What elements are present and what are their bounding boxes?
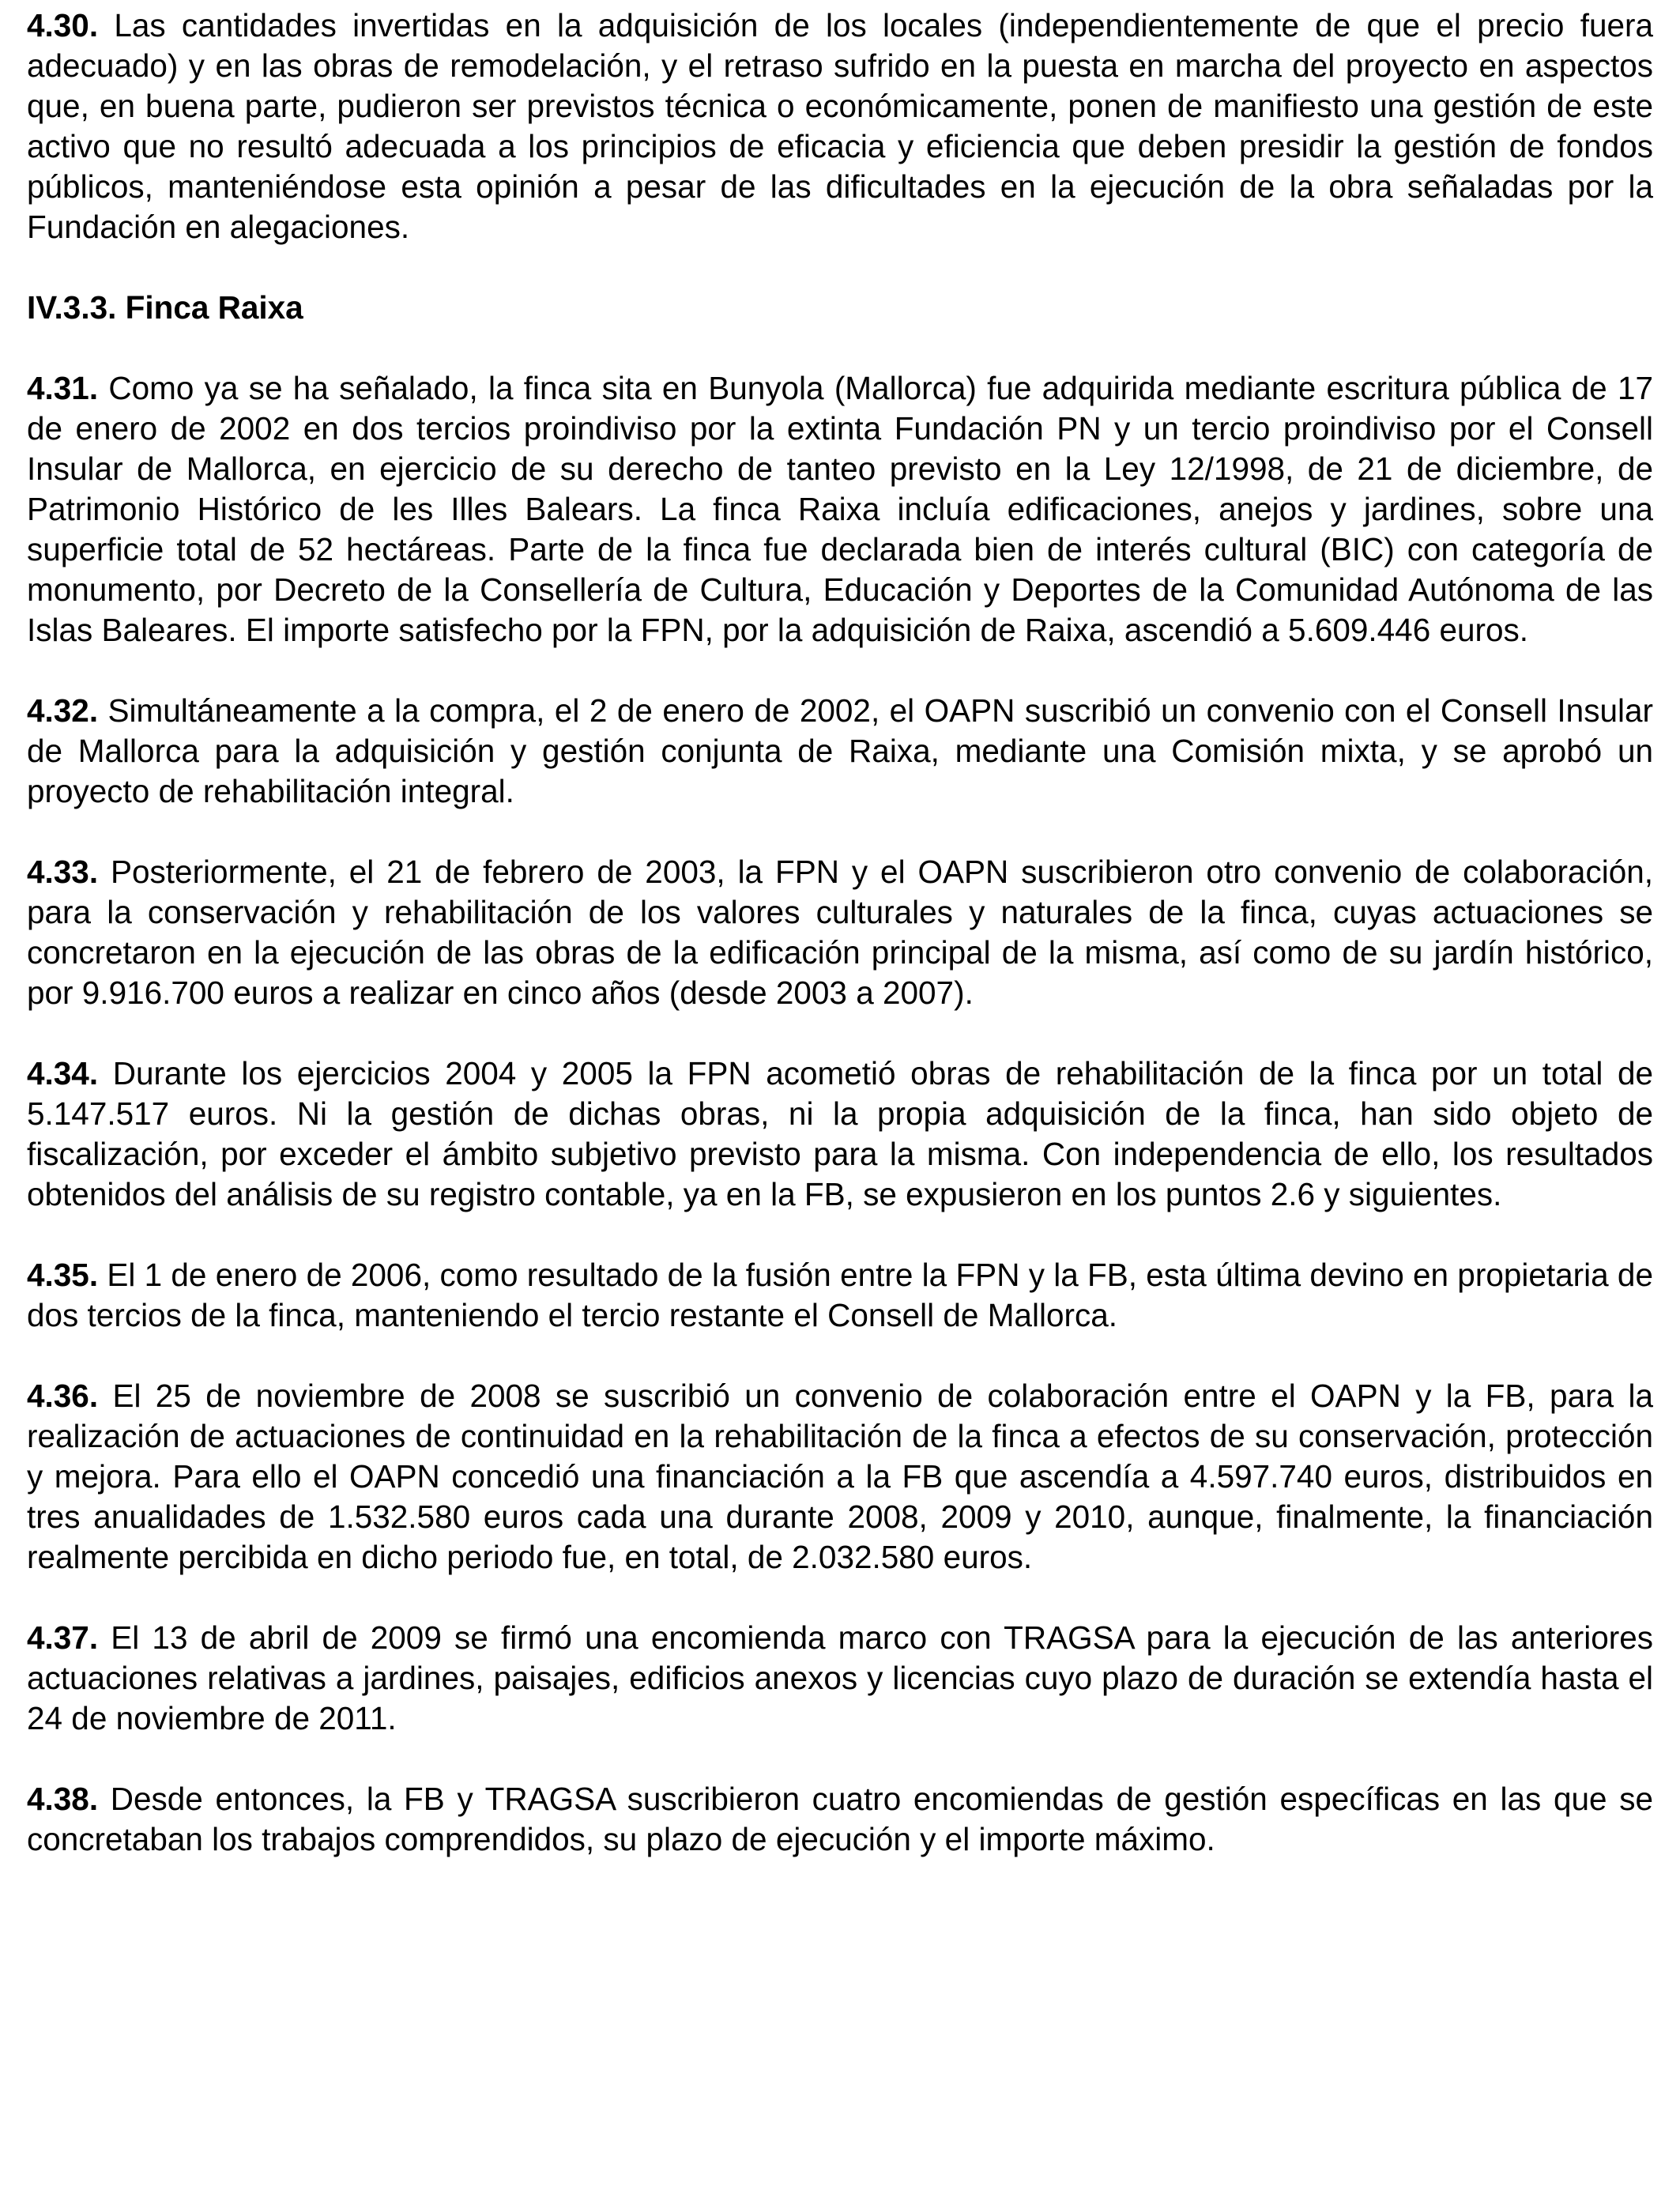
paragraph-4-34 [27, 1054, 1653, 1215]
paragraph-4-37 [27, 1618, 1653, 1739]
paragraph-text: El 13 de abril de 2009 se firmó una encomienda marco con TRAGSA para la ejecución de las anteriores actuaciones relativas a jardines, paisajes, edificios anexos y licencias cuyo plazo de duración se extendía hasta el 24 de noviembre de 2011. [27, 1619, 1653, 1736]
paragraph-text: Como ya se ha señalado, la finca sita en Bunyola (Mallorca) fue adquirida mediante escritura pública de 17 de enero de 2002 en dos tercios proindiviso por la extinta Fundación PN y un tercio proindiviso por el Consell Insular de Mallorca, en ejercicio de su derecho de tanteo previsto en la Ley 12/1998, de 21 de diciembre, de Patrimonio Histórico de les Illes Balears. La finca Raixa incluía edificaciones, anejos y jardines, sobre una superficie total de 52 hectáreas. Parte de la finca fue declarada bien de interés cultural (BIC) con categoría de monumento, por Decreto de la Consellería de Cultura, Educación y Deportes de la Comunidad Autónoma de las Islas Baleares. El importe satisfecho por la FPN, por la adquisición de Raixa, ascendió a 5.609.446 euros. [27, 370, 1653, 648]
paragraph-text: El 25 de noviembre de 2008 se suscribió un convenio de colaboración entre el OAPN y la FB, para la realización de actuaciones de continuidad en la rehabilitación de la finca a efectos de su conservación, protección y mejora. Para ello el OAPN concedió una financiación a la FB que ascendía a 4.597.740 euros, distribuidos en tres anualidades de 1.532.580 euros cada una durante 2008, 2009 y 2010, aunque, finalmente, la financiación realmente percibida en dicho periodo fue, en total, de 2.032.580 euros. [27, 1378, 1653, 1575]
paragraph-number: 4.35. [27, 1257, 99, 1293]
paragraph-4-35 [27, 1255, 1653, 1336]
paragraph-4-30 [27, 6, 1653, 247]
paragraph-text: Durante los ejercicios 2004 y 2005 la FPN acometió obras de rehabilitación de la finca por un total de 5.147.517 euros. Ni la gestión de dichas obras, ni la propia adquisición de la finca, han sido objeto de fiscalización, por exceder el ámbito subjetivo previsto para la misma. Con independencia de ello, los resultados obtenidos del análisis de su registro contable, ya en la FB, se expusieron en los puntos 2.6 y siguientes. [27, 1055, 1653, 1212]
paragraph-text: Desde entonces, la FB y TRAGSA suscribieron cuatro encomiendas de gestión específicas en las que se concretaban los trabajos comprendidos, su plazo de ejecución y el importe máximo. [27, 1781, 1653, 1857]
paragraph-number: 4.38. [27, 1781, 99, 1817]
document-page [27, 0, 1653, 1900]
section-heading: IV.3.3. Finca Raixa [27, 289, 303, 326]
paragraph-text: Simultáneamente a la compra, el 2 de enero de 2002, el OAPN suscribió un convenio con el Consell Insular de Mallorca para la adquisición y gestión conjunta de Raixa, mediante una Comisión mixta, y se aprobó un proyecto de rehabilitación integral. [27, 692, 1653, 809]
paragraph-text: Las cantidades invertidas en la adquisición de los locales (independientemente de que el precio fuera adecuado) y en las obras de remodelación, y el retraso sufrido en la puesta en marcha del proyecto en aspectos que, en buena parte, pudieron ser previstos técnica o económicamente, ponen de manifiesto una gestión de este activo que no resultó adecuada a los principios de eficacia y eficiencia que deben presidir la gestión de fondos públicos, manteniéndose esta opinión a pesar de las dificultades en la ejecución de la obra señaladas por la Fundación en alegaciones. [27, 7, 1654, 245]
paragraph-4-31 [27, 368, 1653, 650]
paragraph-number: 4.37. [27, 1619, 99, 1656]
paragraph-4-36 [27, 1376, 1653, 1578]
paragraph-text: El 1 de enero de 2006, como resultado de la fusión entre la FPN y la FB, esta última devino en propietaria de dos tercios de la finca, manteniendo el tercio restante el Consell de Mallorca. [27, 1257, 1653, 1333]
paragraph-number: 4.30. [27, 7, 99, 43]
paragraph-4-33 [27, 852, 1653, 1013]
paragraph-4-38 [27, 1779, 1653, 1860]
paragraph-4-32 [27, 691, 1653, 812]
paragraph-number: 4.36. [27, 1378, 99, 1414]
paragraph-number: 4.32. [27, 692, 99, 729]
paragraph-number: 4.31. [27, 370, 99, 406]
paragraph-text: Posteriormente, el 21 de febrero de 2003, la FPN y el OAPN suscribieron otro convenio de colaboración, para la conservación y rehabilitación de los valores culturales y naturales de la finca, cuyas actuaciones se concretaron en la ejecución de las obras de la edificación principal de la misma, así como de su jardín histórico, por 9.916.700 euros a realizar en cinco años (desde 2003 a 2007). [27, 854, 1654, 1011]
paragraph-number: 4.34. [27, 1055, 99, 1091]
paragraph-number: 4.33. [27, 854, 99, 890]
